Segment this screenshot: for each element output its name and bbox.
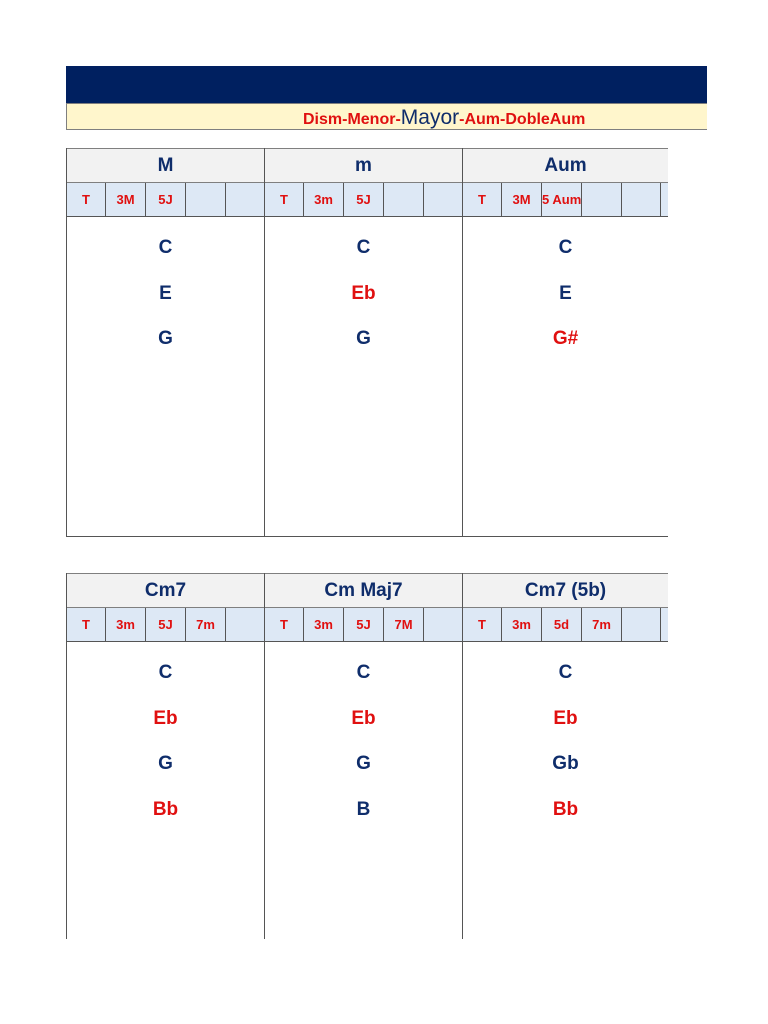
chord-note: Eb <box>153 708 178 729</box>
chord-note: Eb <box>351 283 376 304</box>
chord-note: Eb <box>553 708 578 729</box>
interval-cell: 3M <box>502 183 542 216</box>
interval-cell: T <box>67 608 106 641</box>
interval-row <box>265 183 462 217</box>
chord-note: G <box>158 753 173 774</box>
interval-cell: 3m <box>106 608 146 641</box>
chord-column-augmented <box>462 148 668 536</box>
chord-title: Cm7 (5b) <box>463 573 668 608</box>
legend-dash: - <box>500 111 506 128</box>
chord-type-legend <box>66 103 707 130</box>
interval-cell: T <box>463 183 502 216</box>
chord-note: Bb <box>152 799 179 820</box>
interval-cell <box>226 608 265 641</box>
legend-dash: - <box>459 111 465 128</box>
interval-cell: T <box>265 608 304 641</box>
chord-note: Bb <box>552 799 579 820</box>
chord-note: C <box>158 662 173 683</box>
chord-note: E <box>559 283 572 304</box>
chord-note: Gb <box>552 753 579 774</box>
interval-cell: T <box>463 608 502 641</box>
interval-cell: 3m <box>304 608 344 641</box>
seventh-chord-table <box>66 573 668 939</box>
interval-cell: 3M <box>106 183 146 216</box>
interval-cell: 5 Aum <box>542 183 582 216</box>
chord-title: M <box>67 148 264 183</box>
interval-cell <box>424 608 463 641</box>
chord-column-minor <box>264 148 462 536</box>
chord-note: C <box>356 237 371 258</box>
chord-column-cm7-5b <box>462 573 668 939</box>
chord-note: C <box>558 662 573 683</box>
legend-menor: Menor <box>347 111 396 128</box>
interval-cell: 5J <box>146 608 186 641</box>
interval-cell: 5J <box>344 183 384 216</box>
chord-title: Aum <box>463 148 668 183</box>
chord-note: C <box>356 662 371 683</box>
chord-note: B <box>356 799 371 820</box>
interval-cell: 7m <box>582 608 622 641</box>
triad-chord-table <box>66 148 668 537</box>
legend-dobleaum: DobleAum <box>505 111 586 128</box>
interval-cell: T <box>265 183 304 216</box>
interval-cell <box>424 183 463 216</box>
interval-cell: T <box>67 183 106 216</box>
chord-note: G <box>158 328 173 349</box>
title-banner <box>66 66 707 103</box>
interval-cell: 7m <box>186 608 226 641</box>
chord-title: Cm7 <box>67 573 264 608</box>
chord-note: C <box>558 237 573 258</box>
chord-note: Eb <box>351 708 376 729</box>
legend-dism: Dism <box>303 111 343 128</box>
chord-column-cm-maj7 <box>264 573 462 939</box>
interval-cell <box>226 183 265 216</box>
interval-row <box>265 608 462 642</box>
chord-title: Cm Maj7 <box>265 573 462 608</box>
interval-cell: 7M <box>384 608 424 641</box>
chord-title: m <box>265 148 462 183</box>
legend-dash: - <box>395 111 401 128</box>
legend-mayor: Mayor <box>400 106 460 129</box>
interval-cell: 5d <box>542 608 582 641</box>
interval-cell: 3m <box>502 608 542 641</box>
chord-column-cm7 <box>66 573 264 939</box>
interval-row <box>67 608 264 642</box>
interval-cell: 5J <box>146 183 186 216</box>
interval-cell <box>384 183 424 216</box>
interval-cell: 3m <box>304 183 344 216</box>
interval-cell <box>582 183 622 216</box>
legend-aum: Aum <box>464 111 501 128</box>
interval-row <box>463 183 668 217</box>
chord-note: G <box>356 328 371 349</box>
chord-column-major <box>66 148 264 536</box>
interval-row <box>463 608 668 642</box>
interval-cell <box>186 183 226 216</box>
chord-note: C <box>158 237 173 258</box>
interval-cell: 5J <box>344 608 384 641</box>
chord-note: G# <box>552 328 579 349</box>
interval-cell <box>622 183 661 216</box>
interval-row <box>67 183 264 217</box>
chord-note: G <box>356 753 371 774</box>
chord-note: E <box>159 283 172 304</box>
legend-dash: - <box>342 111 348 128</box>
interval-cell <box>622 608 661 641</box>
